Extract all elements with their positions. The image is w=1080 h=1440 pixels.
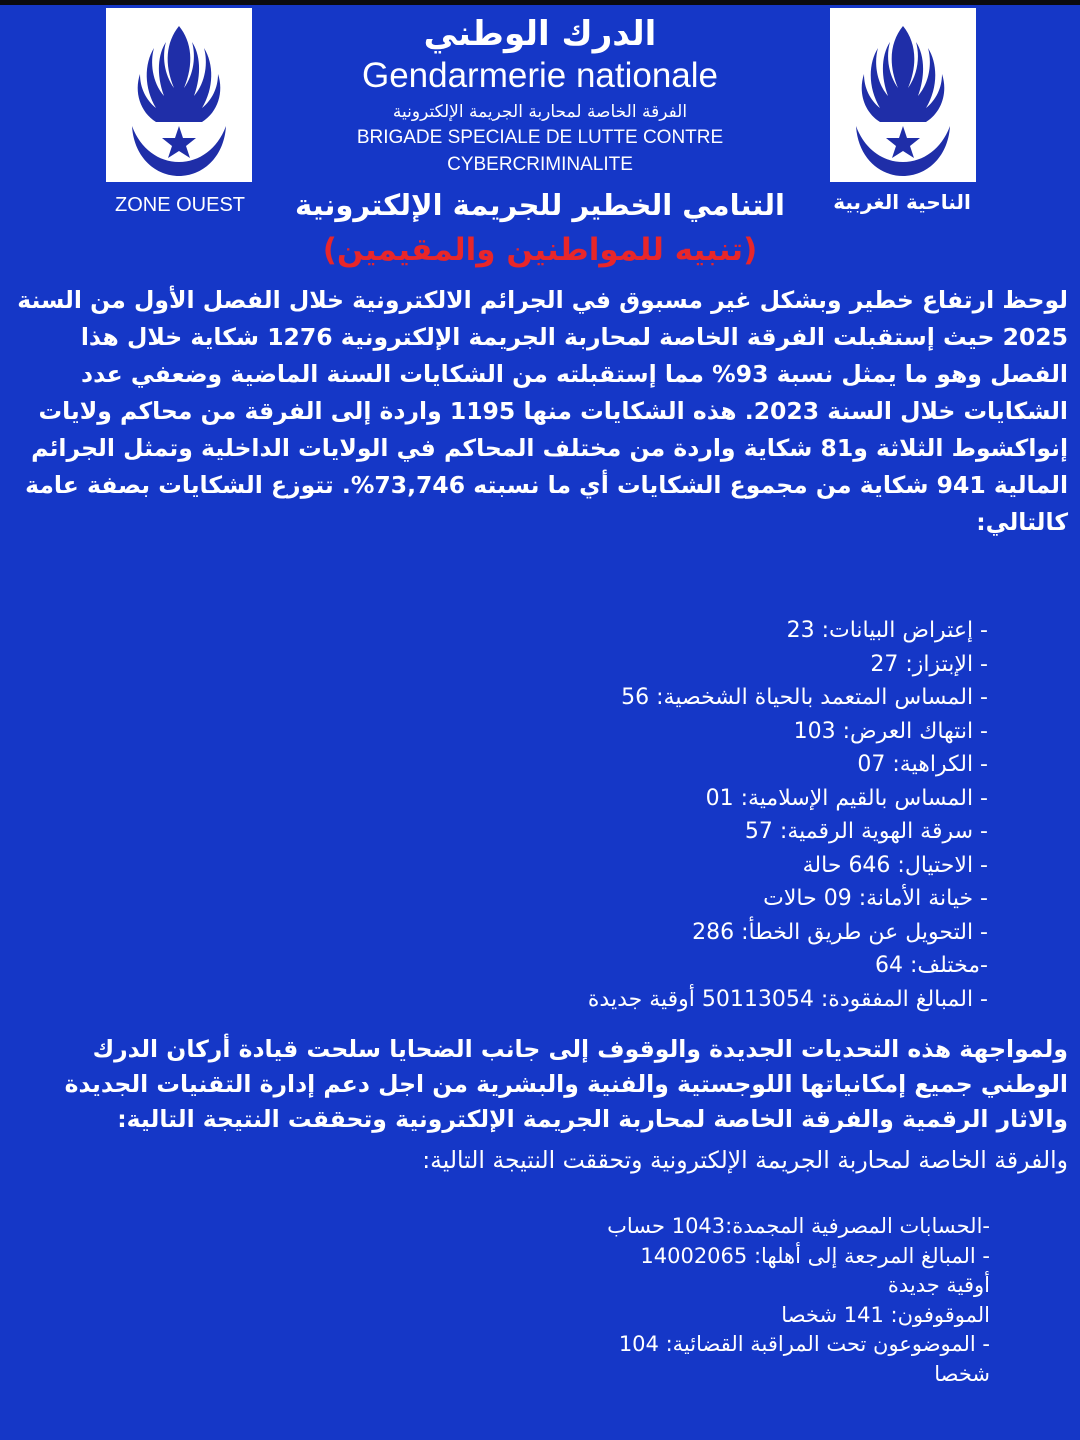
- list-item: -مختلف: 64: [874, 953, 988, 978]
- page-title: التنامي الخطير للجريمة الإلكترونية: [295, 188, 785, 222]
- complaints-breakdown-list: [400, 614, 988, 1016]
- result-intro-paragraph: والفرقة الخاصة لمحاربة الجريمة الإلكترونية وتحققت النتيجة التالية:: [422, 1146, 1068, 1174]
- list-item: - الموضوعون تحت المراقبة القضائية: 104 شخصا: [618, 1332, 990, 1386]
- unit-name-fr-line2: CYBERCRIMINALITE: [447, 154, 633, 175]
- list-item: - المبالغ المرجعة إلى أهلها: 14002065 أوقية جديدة: [640, 1243, 990, 1297]
- list-item: - المبالغ المفقودة: 50113054 أوقية جديدة: [587, 986, 988, 1012]
- header-title-ar: الدرك الوطني: [423, 14, 657, 54]
- unit-name-ar: الفرقة الخاصة لمحاربة الجريمة الإلكترونية: [392, 102, 688, 122]
- response-paragraph: ولمواجهة هذه التحديات الجديدة والوقوف إلى جانب الضحايا سلحت قيادة أركان الدرك الوطني جميع إمكانياتها اللوجستية والفنية والبشرية من اجل دعم إدارة التقنيات الجديدة والاثار الرقمية والفرقة الخاصة لمحاربة الجريمة الإلكترونية وتحققت النتيجة التالية:: [64, 1035, 1068, 1133]
- page-subtitle: (تنبيه للمواطنين والمقيمين): [322, 232, 758, 268]
- gendarmerie-emblem-icon: [106, 8, 252, 182]
- gendarmerie-emblem-icon: [830, 8, 976, 182]
- list-item: - خيانة الأمانة: 09 حالات: [763, 886, 988, 911]
- list-item: - التحويل عن طريق الخطأ: 286: [692, 919, 988, 945]
- header: [270, 12, 810, 178]
- list-item: - الكراهية: 07: [857, 752, 988, 777]
- list-item: - إعتراض البيانات: 23: [786, 618, 988, 643]
- intro-paragraph: لوحظ ارتفاع خطير وبشكل غير مسبوق في الجرائم الالكترونية خلال الفصل الأول من السنة 2025 حيث إستقبلت الفرقة الخاصة لمحاربة الجريمة الإلكترونية 1276 شكاية خلال هذا الفصل وهو ما يمثل نسبة 93% مما إستقبلته من الشكايات السنة الماضية وضعفي عدد الشكايات خلال السنة 2023. هذه الشكايات منها 1195 واردة إلى الفرقة من محاكم ولايات إنواكشوط الثلاثة و81 شكاية واردة من مختلف المحاكم في الولايات الداخلية وتمثل الجرائم المالية 941 شكاية من مجموع الشكايات أي ما نسبته 73,746%. تتوزع الشكايات بصفة عامة كالتالي:: [17, 286, 1068, 536]
- unit-name-fr-line1: BRIGADE SPECIALE DE LUTTE CONTRE: [356, 127, 724, 148]
- list-item: - سرقة الهوية الرقمية: 57: [744, 819, 988, 844]
- list-item: - المساس المتعمد بالحياة الشخصية: 56: [621, 685, 988, 710]
- list-item: الموقوفون: 141 شخصا: [781, 1302, 990, 1327]
- list-item: - المساس بالقيم الإسلامية: 01: [705, 785, 988, 811]
- header-title-fr: Gendarmerie nationale: [361, 56, 719, 95]
- top-bar: [0, 0, 1080, 5]
- results-list: [600, 1212, 990, 1389]
- zone-label-ar: الناحية الغربية: [833, 190, 971, 214]
- list-item: -الحسابات المصرفية المجمدة:1043 حساب: [607, 1214, 990, 1238]
- list-item: - الإبتزاز: 27: [870, 651, 988, 677]
- zone-label-fr: ZONE OUEST: [114, 194, 245, 216]
- list-item: - الاحتيال: 646 حالة: [802, 852, 988, 878]
- list-item: - انتهاك العرض: 103: [793, 718, 988, 744]
